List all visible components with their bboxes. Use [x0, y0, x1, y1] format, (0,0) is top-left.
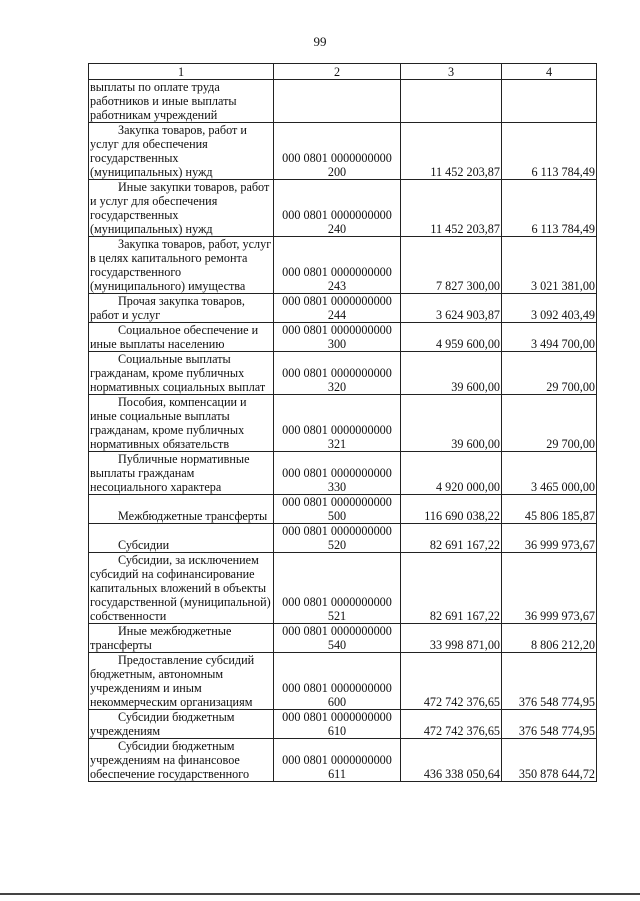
row-code-cell: 000 0801 0000000000 500 [274, 495, 401, 524]
table-row [89, 395, 597, 452]
header-col-3: 3 [401, 64, 502, 80]
row-value-col4: 3 494 700,00 [502, 323, 597, 352]
table-row [89, 180, 597, 237]
row-name-cell: Межбюджетные трансферты [89, 495, 274, 524]
row-value-col4: 3 021 381,00 [502, 237, 597, 294]
row-code-cell: 000 0801 0000000000 600 [274, 653, 401, 710]
row-value-col4: 6 113 784,49 [502, 180, 597, 237]
table-row [89, 237, 597, 294]
table-row [89, 294, 597, 323]
row-code-cell [274, 80, 401, 123]
row-value-col3: 3 624 903,87 [401, 294, 502, 323]
row-name-cell: Субсидии, за исключением субсидий на софинансирование капитальных вложений в объекты государственной (муниципальной) собственности [89, 553, 274, 624]
table-row [89, 352, 597, 395]
row-code-cell: 000 0801 0000000000 611 [274, 739, 401, 782]
row-name-cell: Субсидии бюджетным учреждениям на финансовое обеспечение государственного [89, 739, 274, 782]
row-code-cell: 000 0801 0000000000 330 [274, 452, 401, 495]
row-value-col3: 472 742 376,65 [401, 653, 502, 710]
table-row [89, 80, 597, 123]
row-value-col3: 82 691 167,22 [401, 553, 502, 624]
header-col-2: 2 [274, 64, 401, 80]
row-value-col3: 4 959 600,00 [401, 323, 502, 352]
row-value-col4: 45 806 185,87 [502, 495, 597, 524]
table-row [89, 553, 597, 624]
row-value-col4: 29 700,00 [502, 395, 597, 452]
row-value-col4: 6 113 784,49 [502, 123, 597, 180]
row-name-cell: Субсидии [89, 524, 274, 553]
row-code-cell: 000 0801 0000000000 321 [274, 395, 401, 452]
row-value-col3: 472 742 376,65 [401, 710, 502, 739]
row-value-col3: 82 691 167,22 [401, 524, 502, 553]
row-name-cell: выплаты по оплате труда работников и иные выплаты работникам учреждений [89, 80, 274, 123]
row-name-cell: Социальное обеспечение и иные выплаты населению [89, 323, 274, 352]
row-value-col3: 11 452 203,87 [401, 180, 502, 237]
table-row [89, 653, 597, 710]
row-value-col3: 33 998 871,00 [401, 624, 502, 653]
table-row [89, 524, 597, 553]
row-code-cell: 000 0801 0000000000 610 [274, 710, 401, 739]
row-value-col3: 11 452 203,87 [401, 123, 502, 180]
row-code-cell: 000 0801 0000000000 244 [274, 294, 401, 323]
row-name-cell: Закупка товаров, работ, услуг в целях капитального ремонта государственного (муниципального) имущества [89, 237, 274, 294]
row-code-cell: 000 0801 0000000000 243 [274, 237, 401, 294]
table-row [89, 123, 597, 180]
row-code-cell: 000 0801 0000000000 520 [274, 524, 401, 553]
row-code-cell: 000 0801 0000000000 300 [274, 323, 401, 352]
table-row [89, 452, 597, 495]
row-name-cell: Иные закупки товаров, работ и услуг для обеспечения государственных (муниципальных) нужд [89, 180, 274, 237]
row-value-col4: 376 548 774,95 [502, 710, 597, 739]
row-value-col3: 7 827 300,00 [401, 237, 502, 294]
row-code-cell: 000 0801 0000000000 200 [274, 123, 401, 180]
budget-table [88, 63, 597, 782]
row-name-cell: Субсидии бюджетным учреждениям [89, 710, 274, 739]
row-value-col3: 4 920 000,00 [401, 452, 502, 495]
row-value-col3: 116 690 038,22 [401, 495, 502, 524]
row-value-col3: 39 600,00 [401, 352, 502, 395]
row-value-col3: 436 338 050,64 [401, 739, 502, 782]
row-name-cell: Пособия, компенсации и иные социальные выплаты гражданам, кроме публичных нормативных обязательств [89, 395, 274, 452]
page-number: 99 [313, 34, 327, 49]
table-row [89, 495, 597, 524]
header-row [89, 64, 597, 80]
row-value-col4 [502, 80, 597, 123]
row-value-col4: 29 700,00 [502, 352, 597, 395]
row-code-cell: 000 0801 0000000000 521 [274, 553, 401, 624]
row-name-cell: Предоставление субсидий бюджетным, автономным учреждениям и иным некоммерческим организациям [89, 653, 274, 710]
table-header [89, 64, 597, 80]
row-value-col4: 350 878 644,72 [502, 739, 597, 782]
row-name-cell: Прочая закупка товаров, работ и услуг [89, 294, 274, 323]
row-name-cell: Социальные выплаты гражданам, кроме публичных нормативных социальных выплат [89, 352, 274, 395]
row-value-col3: 39 600,00 [401, 395, 502, 452]
row-name-cell: Иные межбюджетные трансферты [89, 624, 274, 653]
row-value-col4: 3 465 000,00 [502, 452, 597, 495]
row-code-cell: 000 0801 0000000000 320 [274, 352, 401, 395]
row-value-col3 [401, 80, 502, 123]
table-body [89, 80, 597, 782]
table-row [89, 323, 597, 352]
scan-edge-line [0, 893, 640, 895]
table-row [89, 624, 597, 653]
row-code-cell: 000 0801 0000000000 540 [274, 624, 401, 653]
row-value-col4: 36 999 973,67 [502, 524, 597, 553]
row-name-cell: Закупка товаров, работ и услуг для обеспечения государственных (муниципальных) нужд [89, 123, 274, 180]
table-row [89, 710, 597, 739]
row-name-cell: Публичные нормативные выплаты гражданам несоциального характера [89, 452, 274, 495]
row-value-col4: 36 999 973,67 [502, 553, 597, 624]
header-col-4: 4 [502, 64, 597, 80]
header-col-1: 1 [89, 64, 274, 80]
row-value-col4: 376 548 774,95 [502, 653, 597, 710]
table-row [89, 739, 597, 782]
row-value-col4: 3 092 403,49 [502, 294, 597, 323]
row-value-col4: 8 806 212,20 [502, 624, 597, 653]
row-code-cell: 000 0801 0000000000 240 [274, 180, 401, 237]
